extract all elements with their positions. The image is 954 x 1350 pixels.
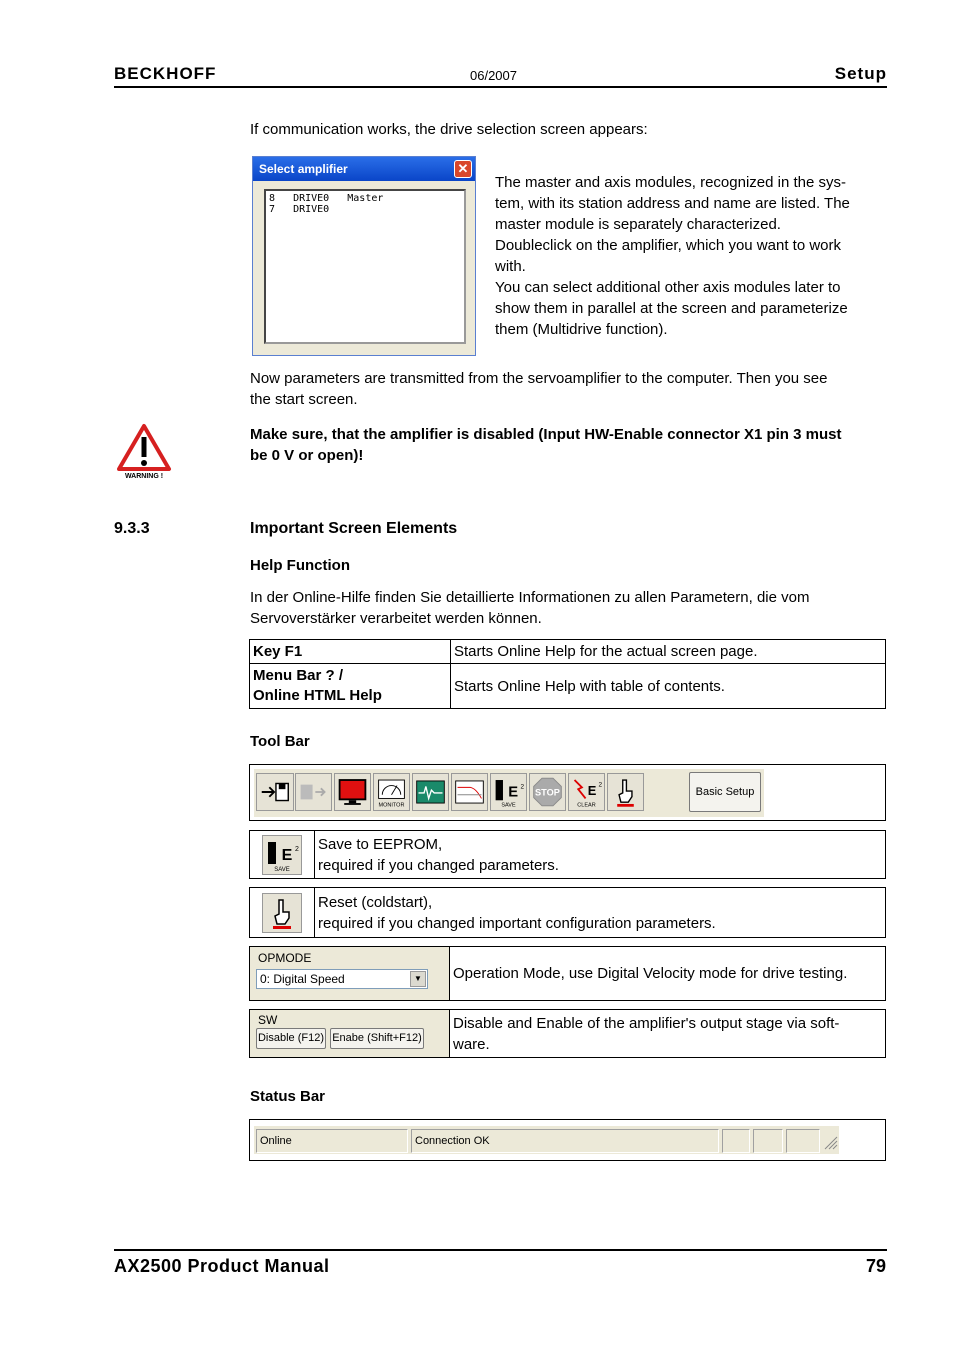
table-row bbox=[250, 640, 886, 664]
close-icon[interactable]: ✕ bbox=[454, 160, 472, 178]
sw-table bbox=[249, 1009, 886, 1058]
monitor-icon[interactable] bbox=[373, 773, 410, 811]
cell-text: required if you changed parameters. bbox=[318, 856, 559, 874]
monitor-label: MONITOR bbox=[378, 802, 405, 809]
dialog-explanation bbox=[495, 172, 887, 340]
disable-button[interactable]: Disable (F12) bbox=[256, 1028, 326, 1049]
text-line: Servoverstärker verarbeitet werden können. bbox=[250, 610, 542, 627]
save-eeprom-icon bbox=[262, 835, 302, 875]
text-line: You can select additional other axis modules later to bbox=[495, 279, 841, 296]
opmode-table bbox=[249, 946, 886, 1001]
list-item[interactable]: 8 DRIVE0 Master bbox=[269, 193, 384, 204]
cell-text: Menu Bar ? / bbox=[253, 667, 344, 684]
text-line: tem, with its station address and name are listed. The bbox=[495, 195, 850, 212]
help-key bbox=[250, 664, 451, 709]
cell-text: Key F1 bbox=[253, 643, 303, 660]
cell-text: Reset (coldstart), bbox=[318, 893, 433, 911]
text-line: Make sure, that the amplifier is disabled (Input HW-Enable connector X1 pin 3 must bbox=[250, 426, 842, 443]
basic-setup-button[interactable]: Basic Setup bbox=[689, 772, 761, 812]
select-amplifier-dialog bbox=[252, 156, 476, 356]
reset-icon bbox=[262, 893, 302, 933]
opmode-cell bbox=[250, 947, 450, 1001]
status-cell bbox=[753, 1129, 783, 1153]
text-line: master module is separately characterized. bbox=[495, 216, 781, 233]
stop-icon[interactable] bbox=[529, 773, 566, 811]
toolbar-heading: Tool Bar bbox=[250, 733, 310, 750]
save-desc bbox=[315, 831, 886, 879]
enable-button[interactable]: Enabe (Shift+F12) bbox=[330, 1028, 424, 1049]
text-line: with. bbox=[495, 258, 526, 275]
text-line: show them in parallel at the screen and parameterize bbox=[495, 300, 848, 317]
clear-label: CLEAR bbox=[577, 802, 596, 809]
cell-text: required if you changed important configuration parameters. bbox=[318, 914, 716, 932]
header-rule bbox=[114, 86, 887, 88]
help-table bbox=[249, 639, 886, 709]
reset-icon[interactable] bbox=[607, 773, 644, 811]
transfer-text bbox=[250, 368, 887, 410]
text-line: The master and axis modules, recognized in the sys- bbox=[495, 174, 846, 191]
save-eeprom-icon[interactable] bbox=[490, 773, 527, 811]
save-label: SAVE bbox=[501, 802, 516, 809]
sw-label: SW bbox=[258, 1013, 278, 1027]
status-bar-heading: Status Bar bbox=[250, 1088, 326, 1105]
footer-rule bbox=[114, 1249, 887, 1251]
header-section: Setup bbox=[834, 64, 887, 83]
brand-logo: BECKHOFF bbox=[114, 64, 217, 83]
sw-cell bbox=[250, 1010, 450, 1058]
cell-text: Online HTML Help bbox=[253, 687, 382, 704]
table-row bbox=[250, 664, 886, 709]
help-text bbox=[250, 587, 887, 629]
help-key bbox=[250, 640, 451, 664]
resize-grip-icon[interactable] bbox=[822, 1134, 838, 1150]
e2-label: E bbox=[587, 782, 597, 798]
reset-desc bbox=[315, 888, 886, 938]
warning-label: WARNING ! bbox=[124, 473, 164, 480]
chevron-down-icon[interactable]: ▼ bbox=[410, 971, 426, 987]
header-date: 06/2007 bbox=[470, 68, 517, 83]
save-table bbox=[249, 830, 886, 879]
svg-text:2: 2 bbox=[295, 845, 299, 853]
warning-text bbox=[250, 424, 887, 466]
status-bar bbox=[254, 1126, 839, 1154]
opmode-selected-value: 0: Digital Speed bbox=[260, 972, 345, 986]
footer-title: AX2500 Product Manual bbox=[114, 1256, 330, 1276]
table-row bbox=[250, 947, 886, 1001]
status-bar-frame bbox=[249, 1119, 886, 1161]
help-desc: Starts Online Help for the actual screen page. bbox=[451, 640, 886, 664]
status-connection: Connection OK bbox=[411, 1129, 719, 1153]
cell-text: ware. bbox=[453, 1035, 490, 1053]
table-row bbox=[250, 888, 886, 938]
status-cell bbox=[722, 1129, 750, 1153]
svg-text:2: 2 bbox=[520, 783, 525, 791]
text-line: the start screen. bbox=[250, 391, 358, 408]
save-label: SAVE bbox=[274, 866, 290, 873]
disconnect-icon[interactable] bbox=[295, 773, 332, 811]
page-number: 79 bbox=[865, 1256, 886, 1276]
section-title: Important Screen Elements bbox=[250, 520, 458, 537]
sw-desc bbox=[450, 1010, 886, 1058]
text-line: In der Online-Hilfe finden Sie detaillierte Informationen zu allen Parametern, die vom bbox=[250, 589, 810, 606]
section-number: 9.3.3 bbox=[114, 520, 150, 537]
opmode-select[interactable] bbox=[256, 969, 428, 989]
text-line: Now parameters are transmitted from the servoamplifier to the computer. Then you see bbox=[250, 370, 828, 387]
stop-label: STOP bbox=[535, 787, 560, 798]
cell-text: Disable and Enable of the amplifier's output stage via soft- bbox=[453, 1014, 840, 1032]
table-row bbox=[250, 831, 886, 879]
help-desc: Starts Online Help with table of contents. bbox=[451, 664, 886, 709]
text-line: Doubleclick on the amplifier, which you want to work bbox=[495, 237, 841, 254]
save-icon-cell bbox=[250, 831, 315, 879]
screen-icon[interactable] bbox=[334, 773, 371, 811]
status-online: Online bbox=[256, 1129, 408, 1153]
opmode-desc: Operation Mode, use Digital Velocity mode for drive testing. bbox=[450, 947, 886, 1001]
text-line: them (Multidrive function). bbox=[495, 321, 668, 338]
bode-icon[interactable] bbox=[451, 773, 488, 811]
opmode-label: OPMODE bbox=[258, 951, 312, 965]
clear-eeprom-icon[interactable] bbox=[568, 773, 605, 811]
e2-label: E bbox=[508, 784, 519, 801]
status-cell bbox=[786, 1129, 820, 1153]
reset-table bbox=[249, 887, 886, 938]
toolbar-frame bbox=[249, 764, 886, 821]
text-line: be 0 V or open)! bbox=[250, 447, 364, 464]
warning-icon bbox=[117, 423, 172, 481]
table-row bbox=[250, 1010, 886, 1058]
connect-icon[interactable] bbox=[256, 773, 294, 811]
svg-text:2: 2 bbox=[598, 781, 603, 789]
toolbar bbox=[254, 769, 764, 817]
help-heading: Help Function bbox=[250, 557, 350, 574]
dialog-title-bar bbox=[253, 157, 475, 181]
reset-icon-cell bbox=[250, 888, 315, 938]
intro-text: If communication works, the drive selection screen appears: bbox=[250, 121, 648, 138]
oscilloscope-icon[interactable] bbox=[412, 773, 449, 811]
amplifier-list[interactable] bbox=[264, 189, 466, 344]
list-item[interactable]: 7 DRIVE0 bbox=[269, 204, 330, 215]
dialog-title: Select amplifier bbox=[259, 162, 348, 176]
e2-label: E bbox=[281, 846, 293, 864]
cell-text: Save to EEPROM, bbox=[318, 835, 443, 853]
